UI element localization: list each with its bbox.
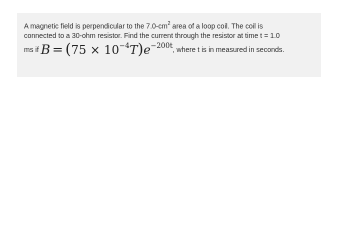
line3-suffix: , where t is in measured in seconds. — [172, 47, 285, 55]
formula-coefficient-exponent: −4 — [119, 42, 130, 51]
formula-coefficient: 75 × 10 — [71, 43, 120, 58]
problem-line-1 — [24, 19, 315, 32]
formula-unit: T — [129, 43, 138, 58]
formula-close-paren: ) — [137, 40, 144, 59]
problem-line-3 — [24, 41, 315, 57]
line1-suffix: area of a loop coil. The coil is — [170, 23, 263, 31]
formula-exponent: −200t — [150, 42, 173, 51]
problem-line-2: connected to a 30-ohm resistor. Find the current through the resistor at time t = 1.0 — [24, 33, 280, 41]
line1-exponent: 2 — [167, 21, 171, 27]
line3-prefix: ms if — [24, 47, 41, 55]
formula-equals: = — [52, 43, 64, 59]
formula-open-paren: ( — [65, 40, 72, 59]
magnetic-field-formula — [40, 40, 173, 59]
line1-prefix: A magnetic field is perpendicular to the 7.0-cm — [24, 23, 168, 31]
formula-exp-base: e — [143, 43, 151, 58]
problem-card — [17, 13, 321, 77]
formula-variable: B — [40, 43, 51, 59]
